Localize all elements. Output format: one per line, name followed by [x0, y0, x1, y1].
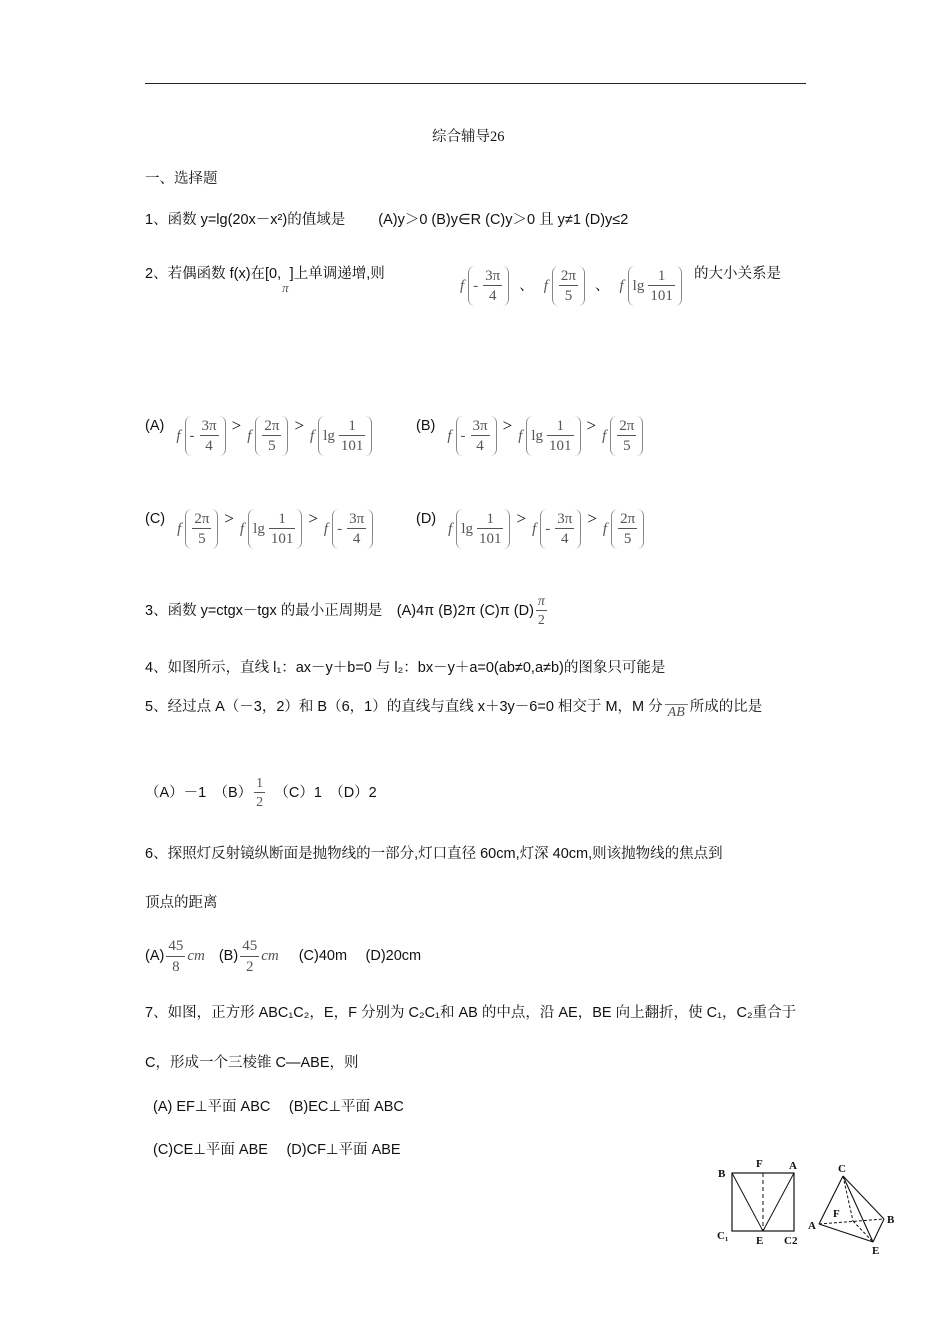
label-C1: C₁	[717, 1230, 729, 1242]
q5-options: （A）－1 （B） $\frac{1}{2}$ （C）1 （D）2	[145, 776, 377, 811]
q3-fraction: $\frac{\pi}{2}$	[537, 594, 545, 629]
q2-text-c: 的大小关系是	[694, 266, 781, 282]
question-3	[145, 594, 549, 629]
q5-text-b: 所成的比是	[689, 699, 763, 715]
question-7-line-1: 7、如图，正方形 ABC₁C₂，E，F 分别为 C₂C₁和 AB 的中点，沿 AE，BE 向上翻折，使 C₁，C₂重合于	[145, 1005, 797, 1021]
pyramid-diagram	[808, 1163, 895, 1257]
q2-option-a: (A) f - $\frac{3\pi}{4}$ > f $\frac{2\pi}{5}$ > f lg $\frac{1}{101}$	[145, 416, 372, 456]
square-diagram	[717, 1158, 798, 1247]
vector-ab: AB	[665, 704, 688, 721]
label-A-pyramid: A	[808, 1220, 816, 1232]
q2-option-d: (D) f lg $\frac{1}{101}$ > f - $\frac{3\pi}{4}$ > f $\frac{2\pi}{5}$	[416, 509, 644, 549]
q6-options: (A) $\frac{45}{8}$ cm (B) $\frac{45}{2}$ cm (C)40m (D)20cm	[145, 938, 422, 975]
question-7-line-2: C，形成一个三棱锥 C—ABE，则	[145, 1055, 359, 1071]
label-C2: C2	[784, 1235, 798, 1247]
question-7-options-1: (A) EF⊥平面 ABC (B)EC⊥平面 ABC	[153, 1099, 404, 1115]
separator: 、	[595, 277, 610, 294]
question-5	[145, 699, 763, 720]
question-6-line-1: 6、探照灯反射镜纵断面是抛物线的一部分,灯口直径 60cm,灯深 40cm,则该抛物线的焦点到	[145, 846, 723, 862]
separator: 、	[519, 277, 534, 294]
label-C: C	[838, 1163, 846, 1175]
question-1: 1、函数 y=lg(20x－x²)的值域是 (A)y＞0 (B)y∈R (C)y＞0 且 y≠1 (D)y≤2	[145, 212, 629, 228]
term-f-neg-3pi-4: f - $\frac{3\pi}{4}$	[460, 266, 509, 306]
q5-text-a: 5、经过点 A（－3，2）和 B（6，1）的直线与直线 x＋3y－6=0 相交于 M，M 分	[145, 699, 663, 715]
question-2-terms	[460, 266, 682, 306]
term-f-lg-1-101: f lg $\frac{1}{101}$	[620, 266, 682, 306]
label-A: A	[789, 1160, 797, 1172]
label-B: B	[718, 1168, 726, 1180]
section-heading: 一、选择题	[145, 171, 218, 187]
question-7-options-2: (C)CE⊥平面 ABE (D)CF⊥平面 ABE	[153, 1142, 401, 1158]
question-6-line-2: 顶点的距离	[145, 895, 218, 911]
page-title: 综合辅导26	[432, 129, 505, 145]
header-rule	[145, 83, 806, 84]
label-E: E	[756, 1235, 764, 1247]
q3-text: 3、函数 y=ctgx－tgx 的最小正周期是 (A)4π (B)2π (C)π (D)	[145, 603, 534, 620]
square-pyramid-figure	[712, 1155, 902, 1260]
q2-text-b: ]上单调递增,则	[289, 266, 385, 282]
label-F: F	[756, 1158, 763, 1170]
label-E-pyramid: E	[872, 1245, 880, 1257]
q2-option-c: (C) f $\frac{2\pi}{5}$ > f lg $\frac{1}{101}$ > f - $\frac{3\pi}{4}$	[145, 509, 373, 549]
q2-text-a: 2、若偶函数 f(x)在[0,	[145, 266, 282, 282]
q5-fraction: $\frac{1}{2}$	[256, 776, 264, 811]
q6-fraction-a: $\frac{45}{8}$	[168, 938, 184, 975]
label-B-pyramid: B	[887, 1214, 895, 1226]
question-4: 4、如图所示，直线 l₁：ax－y＋b=0 与 l₂：bx－y＋a=0(ab≠0,a≠b)的图象只可能是	[145, 660, 666, 676]
q2-option-b: (B) f - $\frac{3\pi}{4}$ > f lg $\frac{1}{101}$ > f $\frac{2\pi}{5}$	[416, 416, 643, 456]
q2-pi: π	[282, 280, 289, 295]
term-f-2pi-5: f $\frac{2\pi}{5}$	[544, 266, 585, 306]
question-2-stem	[145, 266, 385, 295]
label-F-pyramid: F	[833, 1208, 840, 1220]
q6-fraction-b: $\frac{45}{2}$	[242, 938, 258, 975]
